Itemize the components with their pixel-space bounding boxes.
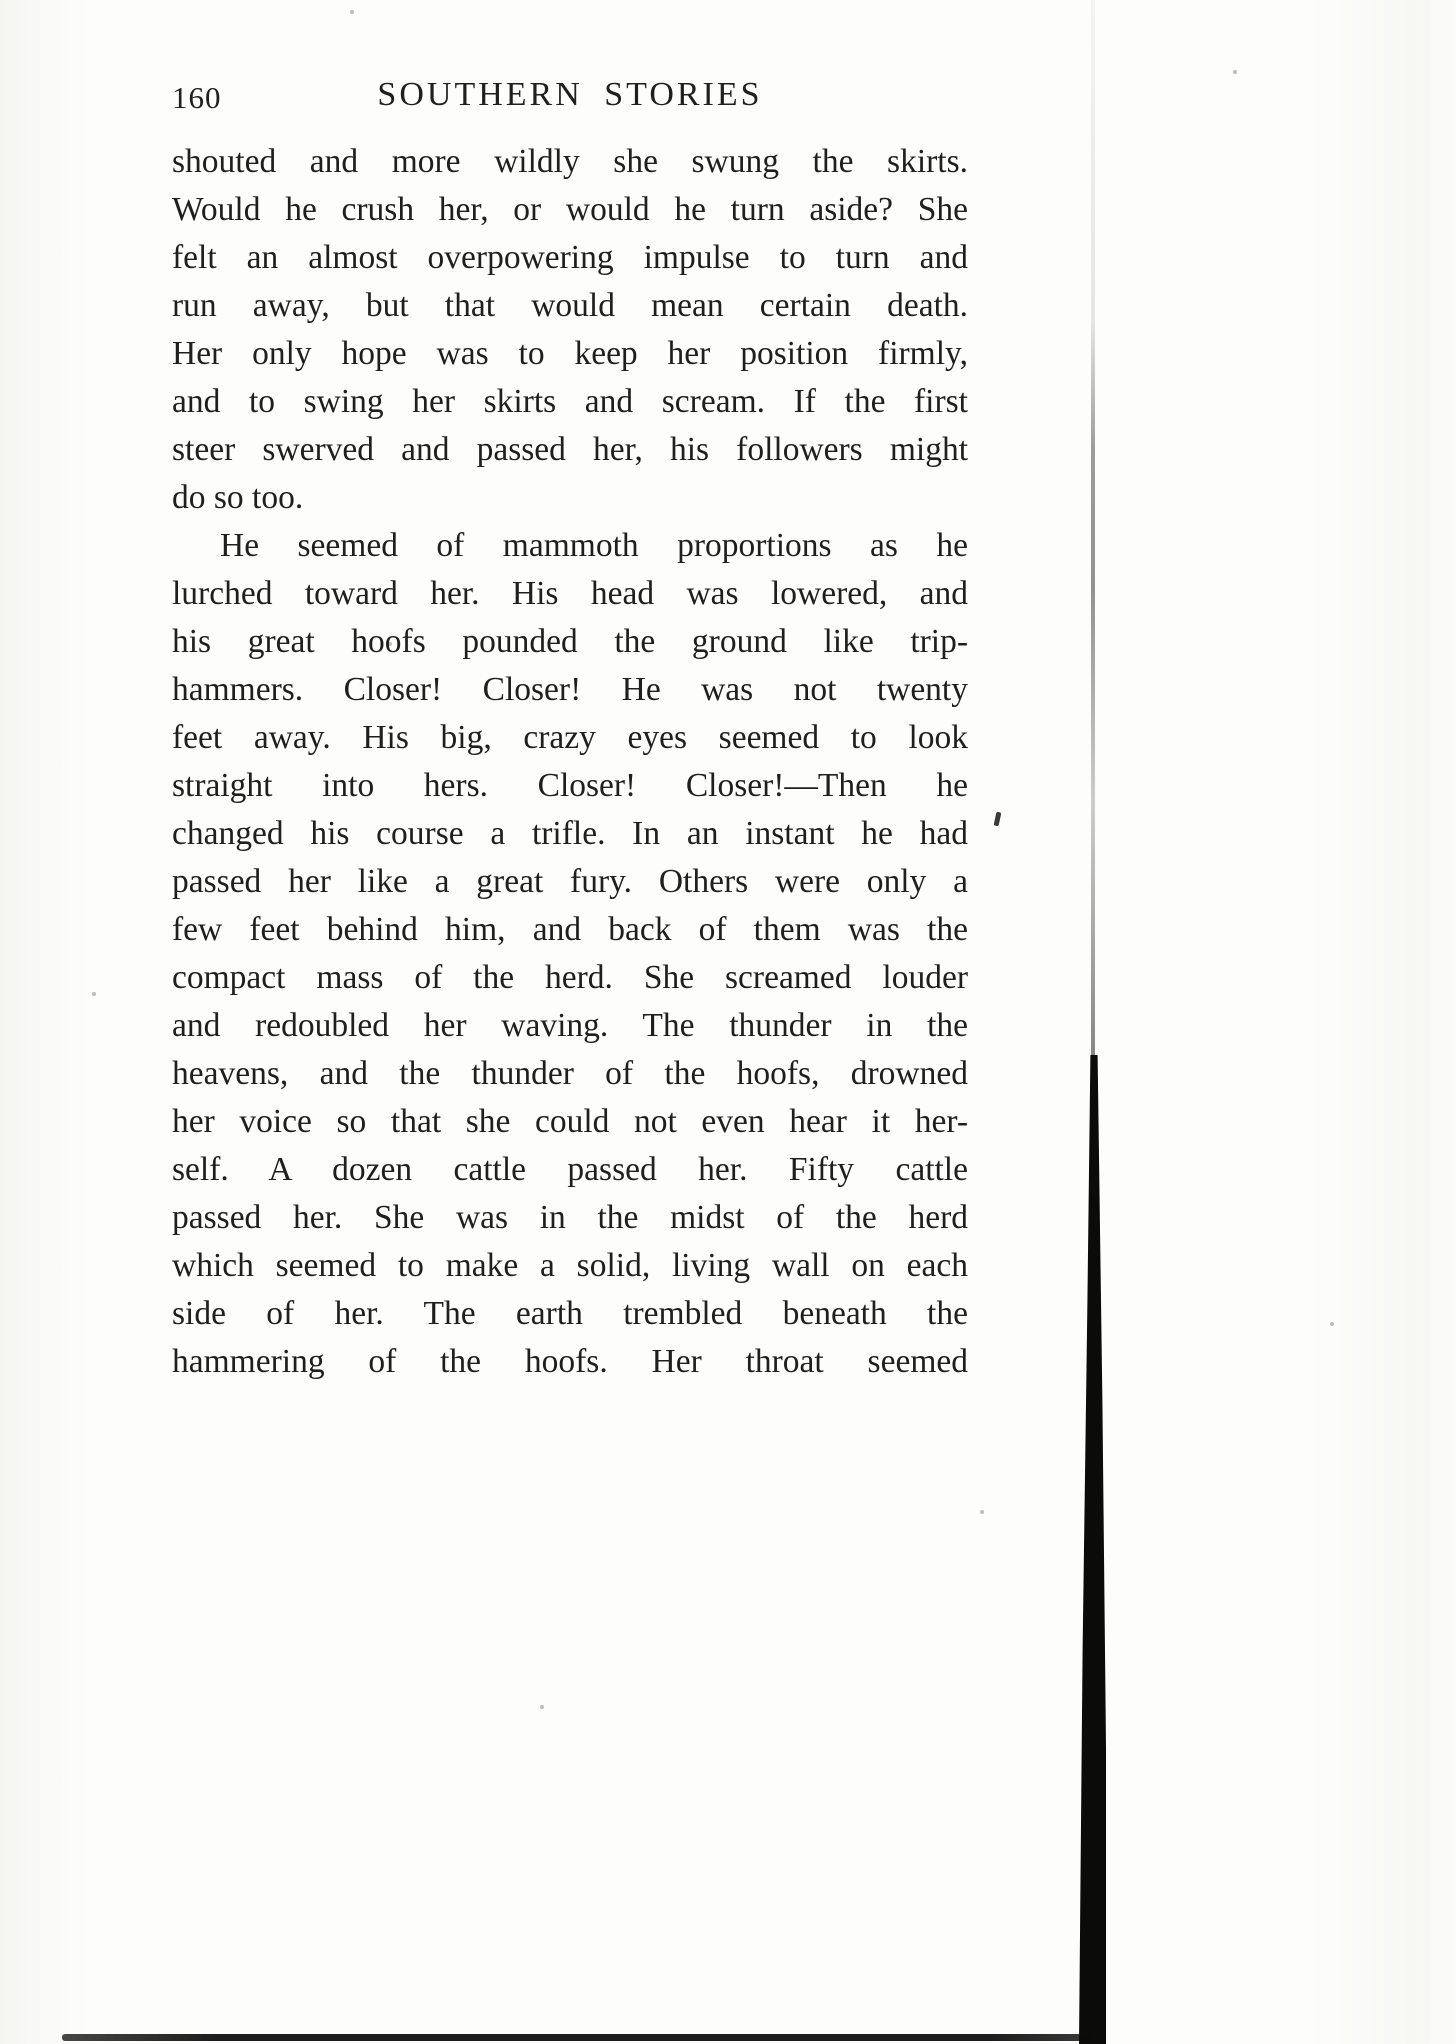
text-line: self. A dozen cattle passed her. Fifty cattle [172, 1151, 968, 1188]
text-line: her voice so that she could not even hear it her- [172, 1103, 968, 1140]
scan-speck [1330, 1322, 1334, 1326]
text-line: and to swing her skirts and scream. If the first [172, 383, 968, 420]
binding-shadow [1076, 1055, 1106, 2044]
text-line: heavens, and the thunder of the hoofs, drowned [172, 1055, 968, 1092]
text-line: hammering of the hoofs. Her throat seemed [172, 1343, 968, 1380]
scan-speck [1233, 70, 1237, 74]
text-line: straight into hers. Closer! Closer!—Then he [172, 767, 968, 804]
text-line: compact mass of the herd. She screamed louder [172, 959, 968, 996]
text-line: side of her. The earth trembled beneath the [172, 1295, 968, 1332]
text-line: and redoubled her waving. The thunder in the [172, 1007, 968, 1044]
text-line: Her only hope was to keep her position firmly, [172, 335, 968, 372]
body-text [172, 138, 968, 1386]
page-header [172, 76, 968, 118]
text-line: felt an almost overpowering impulse to turn and [172, 239, 968, 276]
text-line: lurched toward her. His head was lowered, and [172, 575, 968, 612]
text-line: which seemed to make a solid, living wall on each [172, 1247, 968, 1284]
text-line: Would he crush her, or would he turn aside? She [172, 191, 968, 228]
text-line: shouted and more wildly she swung the skirts. [172, 143, 968, 180]
text-line: changed his course a trifle. In an instant he had [172, 815, 968, 852]
page-edge-shadow [1091, 0, 1095, 1070]
scan-artifact [994, 812, 1002, 827]
page-number: 160 [172, 80, 222, 115]
text-line: run away, but that would mean certain death. [172, 287, 968, 324]
text-line: few feet behind him, and back of them was the [172, 911, 968, 948]
text-line: passed her like a great fury. Others were only a [172, 863, 968, 900]
text-line: feet away. His big, crazy eyes seemed to look [172, 719, 968, 756]
text-line: steer swerved and passed her, his followers might [172, 431, 968, 468]
scan-speck [980, 1510, 984, 1514]
running-title: SOUTHERN STORIES [377, 76, 763, 113]
text-line: hammers. Closer! Closer! He was not twenty [172, 671, 968, 708]
page-bottom-edge [62, 2034, 1094, 2041]
text-block [172, 76, 968, 1386]
scan-speck [350, 10, 354, 14]
text-line: do so too. [172, 479, 304, 516]
text-line: passed her. She was in the midst of the herd [172, 1199, 968, 1236]
text-line: He seemed of mammoth proportions as he [220, 527, 968, 564]
scan-speck [92, 992, 96, 996]
scan-speck [540, 1705, 544, 1709]
scan-speck [388, 642, 392, 646]
text-line: his great hoofs pounded the ground like trip- [172, 623, 968, 660]
